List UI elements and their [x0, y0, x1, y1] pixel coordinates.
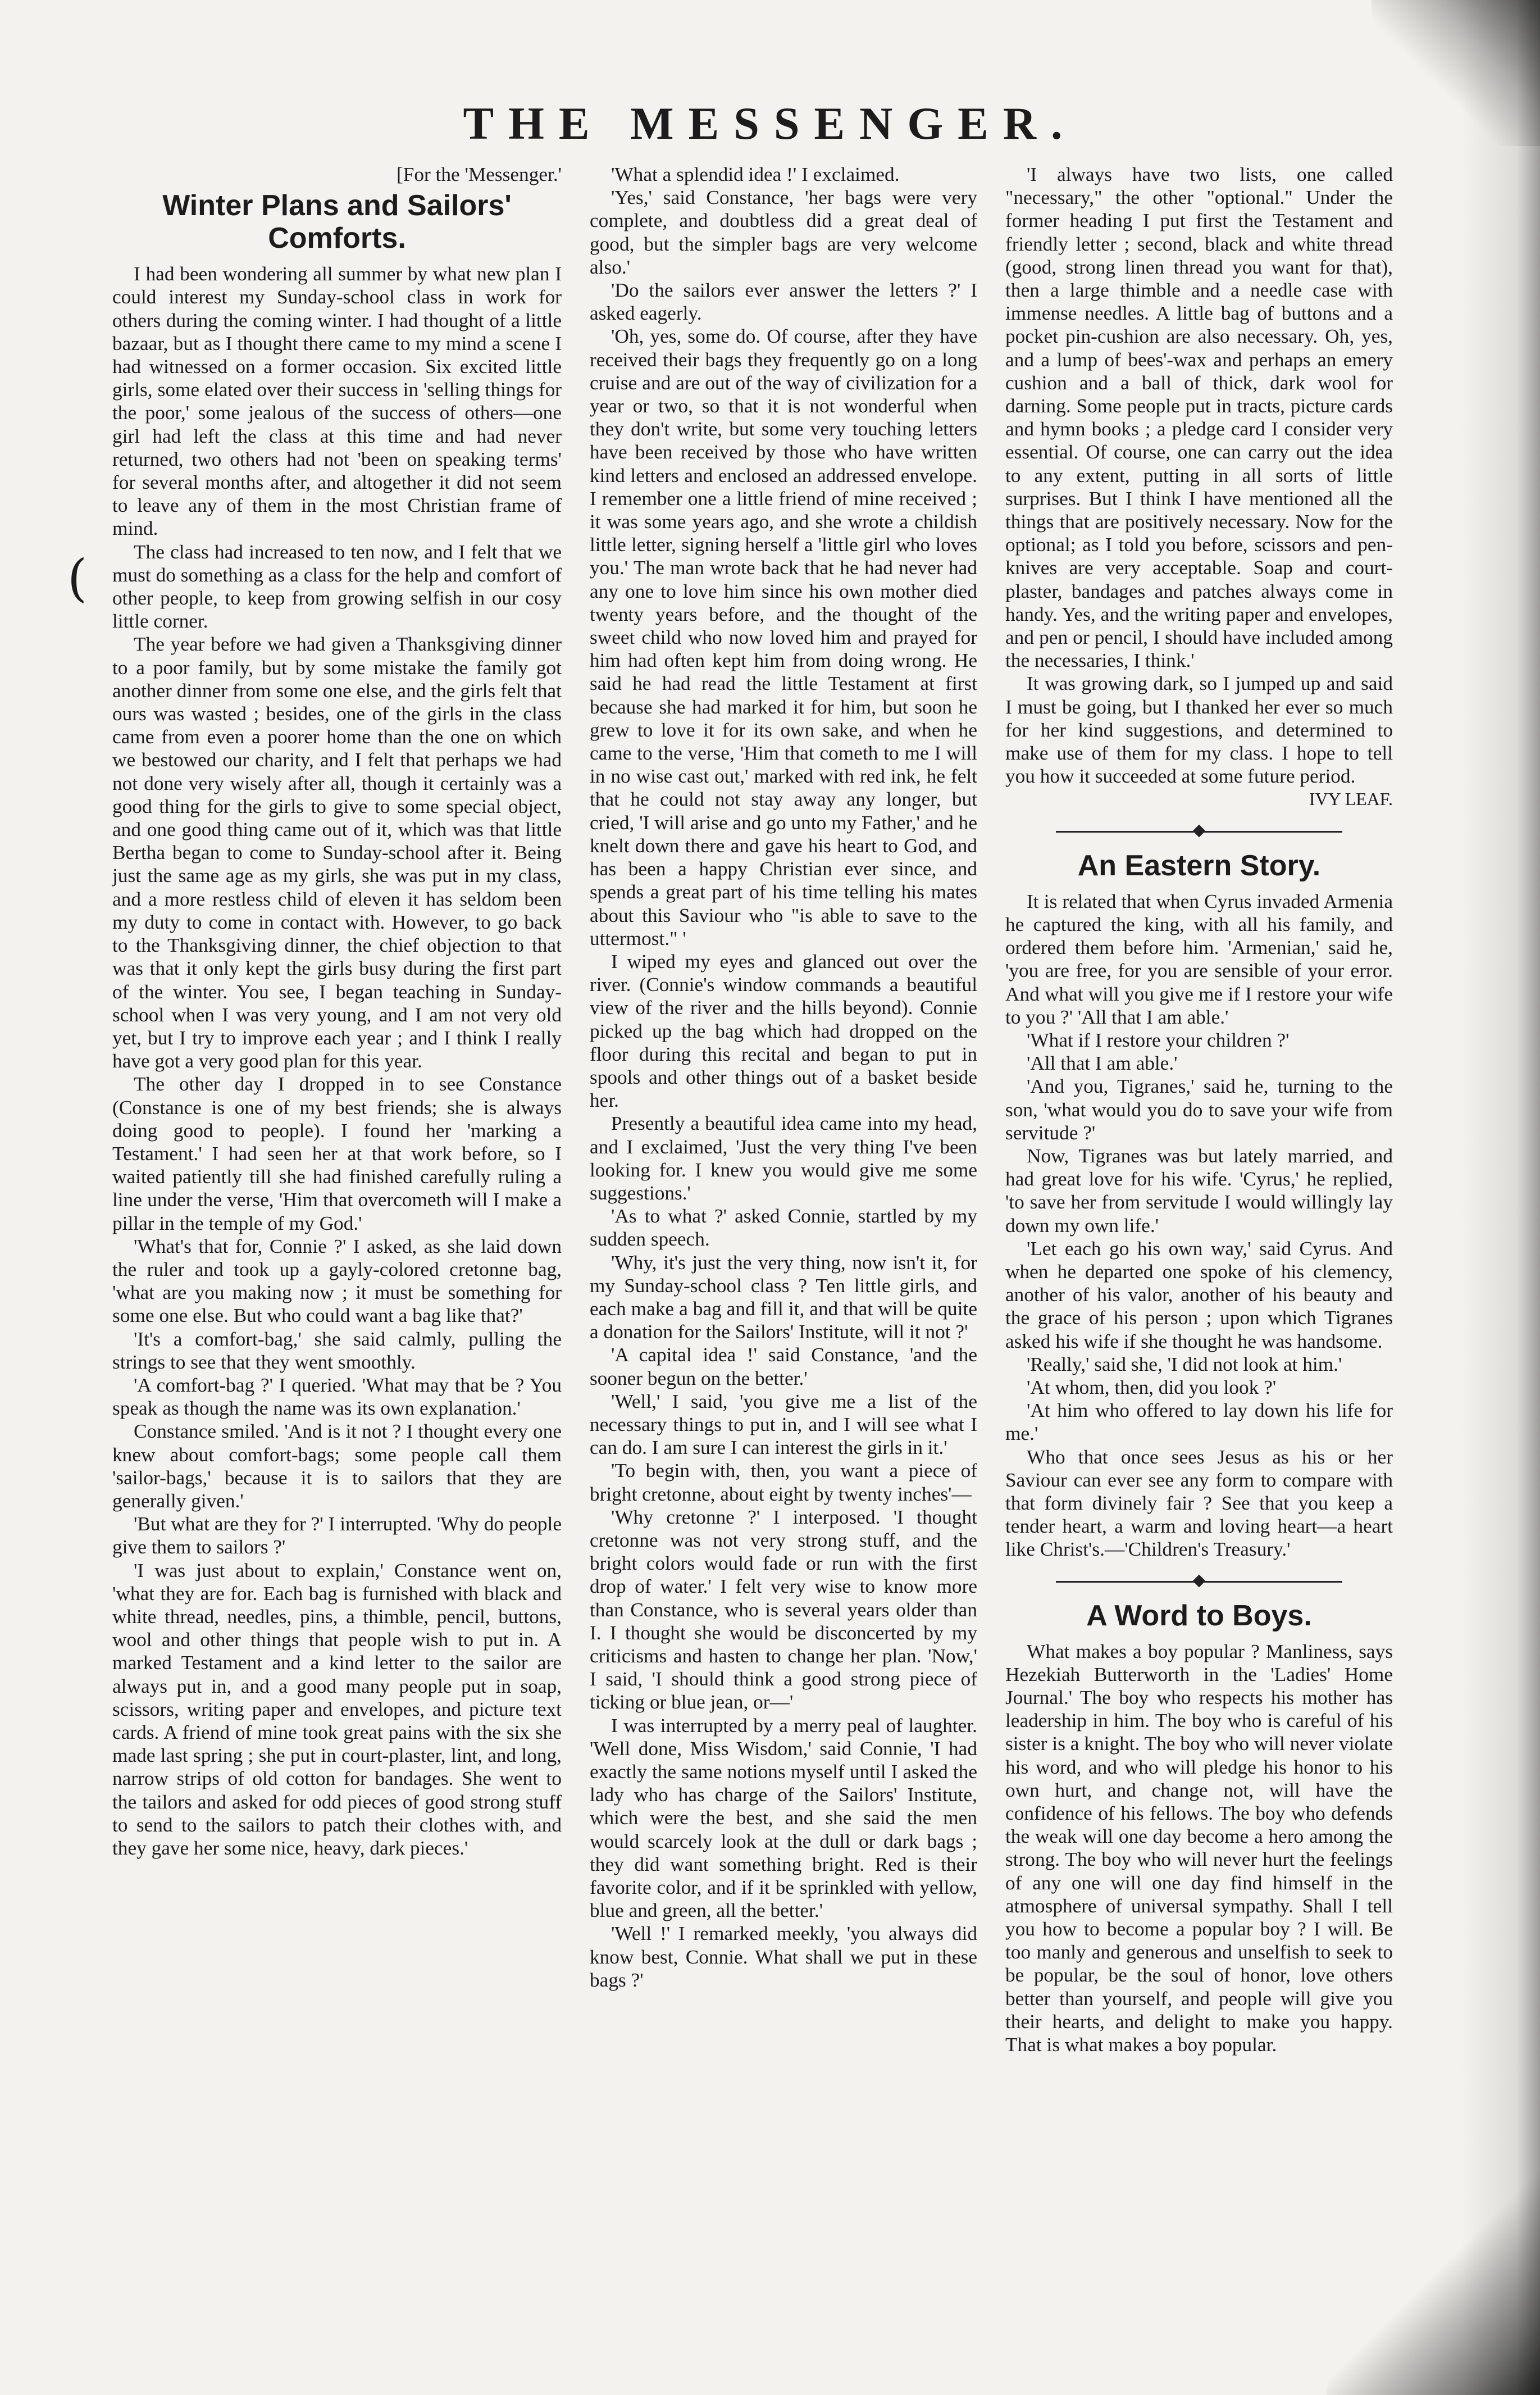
paragraph: 'A comfort-bag ?' I queried. 'What may that be ? You speak as though the name was its own explanation.': [112, 1374, 562, 1420]
paragraph: The class had increased to ten now, and I felt that we must do something as a class for the help and comfort of other people, to keep from growing selfish in our cosy little corner.: [112, 540, 562, 633]
paragraph: 'Oh, yes, some do. Of course, after they have received their bags they frequently go on a long cruise and are out of the way of civilization for a year or two, so that it is not wonderful when they don't write, but some very touching letters have been received by those who have written kind letters and enclosed an addressed envelope. I remember one a little friend of mine received ; it was some years ago, and she wrote a childish little letter, signing herself a 'little girl who loves you.' The man wrote back that he had never had any one to love him since his own mother died twenty years before, and the thought of the sweet child who now loved him and prayed for him had often kept him from doing wrong. He said he had read the little Testament at first because she had marked it for him, but soon he grew to love it for its own sake, and when he came to the verse, 'Him that cometh to me I will in no wise cast out,' marked with red ink, he felt that he could not stay away any longer, but cried, 'I will arise and go unto my Father,' and he knelt down there and gave his heart to God, and has been a happy Christian ever since, and spends a great part of his time telling his mates about this Saviour who "is able to save to the uttermost." ': [590, 325, 977, 949]
paragraph: 'What if I restore your children ?': [1027, 1029, 1290, 1051]
paragraph: Now, Tigranes was but lately married, and had great love for his wife. 'Cyrus,' he replied, 'to save her from servitude I would willingly lay down my own life.': [1005, 1144, 1393, 1237]
paragraph: Constance smiled. 'And is it not ? I thought every one knew about comfort-bags; some people call them 'sailor-bags,' because it is to sailors that they are generally given.': [112, 1420, 562, 1512]
section-divider: [1056, 820, 1342, 843]
paragraph: Who that once sees Jesus as his or her Saviour can ever see any form to compare with that form divinely fair ? See that you keep a tender heart, a warm and loving heart—a heart like Christ's.—'Children's Treasury.': [1005, 1446, 1393, 1561]
paragraph: 'But what are they for ?' I interrupted. 'Why do people give them to sailors ?': [112, 1513, 562, 1558]
paragraph: 'What's that for, Connie ?' I asked, as she laid down the ruler and took up a gayly-colored cretonne bag, 'what are you making now ; it must be something for some one else. But who could want a bag like that?': [112, 1235, 562, 1327]
paragraph: 'At him who offered to lay down his life for me.': [1005, 1399, 1393, 1445]
paragraph: 'What a splendid idea !' I exclaimed.: [611, 163, 900, 185]
paragraph: It is related that when Cyrus invaded Armenia he captured the king, with all his family, and ordered them before him. 'Armenian,' said he, 'you are free, for you are sensible of your error. And what will you give me if I restore your wife to you ?' 'All that I am able.': [1005, 890, 1393, 1028]
paragraph: 'It's a comfort-bag,' she said calmly, pulling the strings to see that they went smoothly.: [112, 1328, 562, 1373]
paragraph: Presently a beautiful idea came into my head, and I exclaimed, 'Just the very thing I've been looking for. I knew you would give me some suggestions.': [590, 1112, 977, 1204]
page-corner-stain: [1327, 2103, 1540, 2395]
paragraph: The year before we had given a Thanksgiving dinner to a poor family, but by some mistake the family got another dinner from some one else, and the girls felt that ours was wasted ; besides, one of the girls in the class came from even a poorer home than the one on which we bestowed our charity, and I felt that perhaps we had not done very wisely after all, though it certainly was a good thing for the girls to give to some special object, and one good thing came out of it, which was that little Bertha began to come to Sunday-school after it. Being just the same age as my girls, she was put in my class, and a more restless child of eleven it has seldom been my duty to come in contact with. However, to go back to the Thanksgiving dinner, the chief objection to that was that it only kept the girls busy during the first part of the winter. You see, I began teaching in Sunday-school when I was very young, and I am not very old yet, but I try to improve each year ; and I think I really have got a very good plan for this year.: [112, 633, 562, 1072]
paragraph: 'All that I am able.': [1027, 1052, 1178, 1075]
paragraph: I had been wondering all summer by what new plan I could interest my Sunday-school class in work for others during the coming winter. I had thought of a little bazaar, but as I thought there came to my mind a scene I had witnessed on a former occasion. Six excited little girls, some elated over their success in 'selling things for the poor,' some jealous of the success of others—one girl had left the class at this time and had never returned, two others had not 'been on speaking terms' for several months after, and altogether it did not seem to leave any of them in the most Christian frame of mind.: [112, 263, 562, 540]
divider-ornament: [1193, 1574, 1206, 1587]
article-title-winter-plans: Winter Plans and Sailors' Comforts.: [162, 189, 512, 255]
column-1: [112, 163, 562, 1860]
margin-mark: (: [67, 549, 88, 608]
article-source-note: [For the 'Messenger.': [396, 163, 562, 185]
paragraph: 'And you, Tigranes,' said he, turning to the son, 'what would you do to save your wife from servitude ?': [1005, 1075, 1393, 1144]
paragraph: It was growing dark, so I jumped up and said I must be going, but I thanked her ever so much for her kind suggestions, and determined to make use of them for my class. I hope to tell you how it succeeded at some future period.: [1005, 672, 1393, 788]
paragraph: I wiped my eyes and glanced out over the river. (Connie's window commands a beautiful view of the river and the hills beyond). Connie picked up the bag which had dropped on the floor during this recital and began to put in spools and other things out of a basket beside her.: [590, 950, 977, 1112]
section-divider: [1056, 1570, 1342, 1593]
paragraph: 'Let each go his own way,' said Cyrus. And when he departed one spoke of his clemency, another of his valor, another of his beauty and the grace of his person ; upon which Tigranes asked his wife if she thought he was handsome.: [1005, 1237, 1393, 1352]
paragraph: 'A capital idea !' said Constance, 'and the sooner begun on the better.': [590, 1344, 977, 1389]
paragraph: 'At whom, then, did you look ?': [1027, 1376, 1277, 1398]
column-2: [590, 163, 977, 1992]
paragraph: 'To begin with, then, you want a piece of bright cretonne, about eight by twenty inches'—: [590, 1460, 977, 1505]
paragraph: 'Well !' I remarked meekly, 'you always did know best, Connie. What shall we put in these bags ?': [590, 1923, 977, 1991]
paragraph: 'Why, it's just the very thing, now isn't it, for my Sunday-school class ? Ten little girls, and each make a bag and fill it, and that will be quite a donation for the Sailors' Institute, will it not ?': [590, 1251, 977, 1343]
paragraph: 'Do the sailors ever answer the letters ?' I asked eagerly.: [590, 279, 977, 325]
article-title-word-to-boys: A Word to Boys.: [1086, 1599, 1312, 1632]
paragraph: 'Really,' said she, 'I did not look at him.': [1027, 1353, 1342, 1375]
paragraph: What makes a boy popular ? Manliness, says Hezekiah Butterworth in the 'Ladies' Home Journal.' The boy who respects his mother has leadership in him. The boy who is careful of his sister is a knight. The boy who will never violate his word, and who will pledge his honor to his own hurt, and change not, will have the confidence of his fellows. The boy who defends the weak will one day become a hero among the strong. The boy who will never hurt the feelings of any one will one day find himself in the atmosphere of universal sympathy. Shall I tell you how to become a popular boy ? I will. Be too manly and generous and unselfish to seek to be popular, be the soul of honor, love others better than yourself, and people will give you their hearts, and delight to make you happy. That is what makes a boy popular.: [1005, 1640, 1393, 2056]
column-3: [1005, 163, 1393, 2056]
paragraph: 'I was just about to explain,' Constance went on, 'what they are for. Each bag is furnished with black and white thread, needles, pins, a thimble, pencil, buttons, wool and other things that people wish to put in. A marked Testament and a kind letter to the sailor are always put in, and a good many people put in soap, scissors, writing paper and envelopes, and picture text cards. A friend of mine took great pains with the six she made last spring ; she put in court-plaster, lint, and long, narrow strips of old cotton for bandages. She went to the tailors and asked for odd pieces of good strong stuff to send to the sailors to patch their clothes with, and they gave her some nice, heavy, dark pieces.': [112, 1559, 562, 1860]
paragraph: 'As to what ?' asked Connie, startled by my sudden speech.: [590, 1205, 977, 1251]
article-title-eastern-story: An Eastern Story.: [1077, 849, 1321, 882]
paragraph: 'I always have two lists, one called "necessary," the other "optional." Under the former heading I put first the Testament and friendly letter ; second, black and white thread (good, strong linen thread you want for that), then a large thimble and a needle case with immense needles. A little bag of buttons and a pocket pin-cushion are also necessary. Oh, yes, and a lump of bees'-wax and perhaps an emery cushion and a ball of thick, dark wool for darning. Some people put in tracts, picture cards and hymn books ; a pledge card I consider very essential. Of course, one can carry out the idea to any extent, putting in all sorts of little surprises. But I think I have mentioned all the things that are positively necessary. Now for the optional; as I told you before, scissors and pen-knives are very acceptable. Soap and court-plaster, bandages and patches always come in handy. Yes, and the writing paper and envelopes, and pen or pencil, I should have included among the necessaries, I think.': [1005, 163, 1393, 672]
paragraph: The other day I dropped in to see Constance (Constance is one of my best friends; she is always doing good to people). I found her 'marking a Testament.' I had seen her at that work before, so I waited patiently till she had finished carefully ruling a line under the verse, 'Him that overcometh will I make a pillar in the temple of my God.': [112, 1073, 562, 1234]
divider-ornament: [1193, 824, 1206, 837]
byline: IVY LEAF.: [1309, 789, 1393, 810]
paragraph: 'Yes,' said Constance, 'her bags were very complete, and doubtless did a great deal of good, but the simpler bags are very welcome also.': [590, 187, 977, 278]
paragraph: 'Well,' I said, 'you give me a list of the necessary things to put in, and I will see what I can do. I am sure I can interest the girls in it.': [590, 1390, 977, 1459]
paragraph: 'Why cretonne ?' I interposed. 'I thought cretonne was not very strong stuff, and the bright colors would fade or run with the first drop of water.' I felt very wise to know more than Constance, who is several years older than I. I thought she would be disconcerted by my criticisms and hasten to change her plan. 'Now,' I said, 'I should think a good strong piece of ticking or blue jean, or—': [590, 1506, 977, 1714]
page-edge-shadow: [1461, 0, 1540, 2395]
paragraph: I was interrupted by a merry peal of laughter. 'Well done, Miss Wisdom,' said Connie, 'I had exactly the same notions myself until I asked the lady who has charge of the Sailors' Institute, which were the best, and she said the men would scarcely look at the dull or dark bags ; they did want something bright. Red is their favorite color, and if it be sprinkled with yellow, blue and green, all the better.': [590, 1714, 977, 1922]
masthead: THE MESSENGER.: [463, 98, 1077, 149]
